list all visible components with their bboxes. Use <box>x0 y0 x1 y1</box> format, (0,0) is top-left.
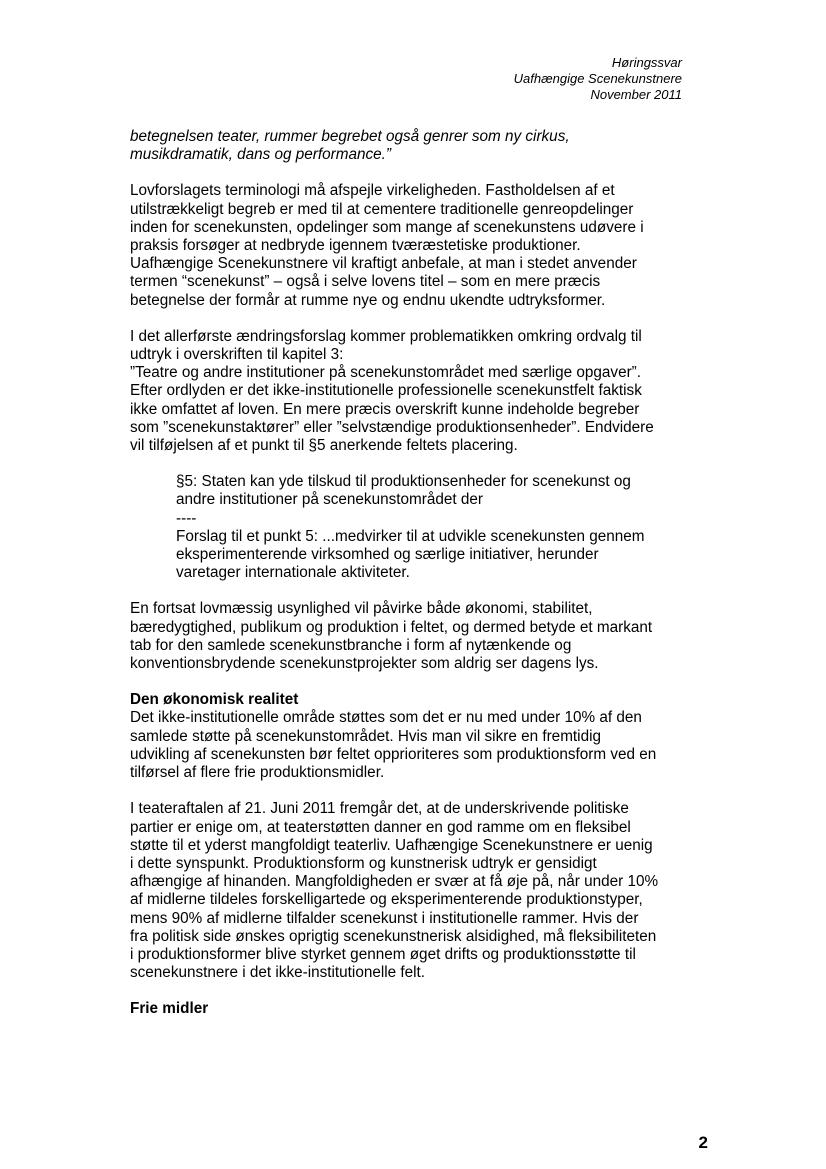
text-line: En fortsat lovmæssig usynlighed vil påvirke både økonomi, stabilitet, <box>130 600 593 618</box>
text-line: i dette synspunkt. Produktionsform og kunstnerisk udtryk er gensidigt <box>130 854 597 872</box>
text-line: udtryk i overskriften til kapitel 3: <box>130 346 344 364</box>
text-line: ”Teatre og andre institutioner på scenekunstområdet med særlige opgaver”. <box>130 364 642 382</box>
document-body <box>130 128 710 1019</box>
text-line: termen “scenekunst” – også i selve lovens titel – som en mere præcis <box>130 273 601 291</box>
section-heading-free-funds: Frie midler <box>130 1000 209 1018</box>
header-date: November 2011 <box>590 87 682 102</box>
text-line: utilstrækkeligt begreb er med til at cementere traditionelle genreopdelinger <box>130 200 634 218</box>
paragraph-theatre-agreement <box>130 800 710 982</box>
text-line: Det ikke-institutionelle område støttes som det er nu med under 10% af den <box>130 709 642 727</box>
text-line: mens 90% af midlerne tilfalder scenekunst i institutionelle rammer. Hvis der <box>130 909 639 927</box>
text-line: scenekunstnere i det ikke-institutionelle felt. <box>130 964 426 982</box>
section-heading-economic: Den økonomisk realitet <box>130 691 299 709</box>
separator-dashes: ---- <box>176 509 197 527</box>
text-line: varetager internationale aktiviteter. <box>176 564 410 582</box>
paragraph-invisibility <box>130 600 710 673</box>
text-line: ikke omfattet af loven. En mere præcis overskrift kunne indeholde begreber <box>130 400 640 418</box>
text-line: i produktionsformer blive styrket gennem øget drifts og produktionsstøtte til <box>130 945 636 963</box>
text-line: musikdramatik, dans og performance.” <box>130 146 392 164</box>
text-line: Lovforslagets terminologi må afspejle virkeligheden. Fastholdelsen af et <box>130 182 615 200</box>
text-line: tab for den samlede scenekunstbranche i form af nytænkende og <box>130 636 572 654</box>
page-number: 2 <box>698 1133 708 1152</box>
text-line: tilførsel af flere frie produktionsmidler. <box>130 764 385 782</box>
text-line: eksperimenterende virksomhed og særlige initiativer, herunder <box>176 546 599 564</box>
text-line: Forslag til et punkt 5: ...medvirker til at udvikle scenekunsten gennem <box>176 527 645 545</box>
text-line: udvikling af scenekunsten bør feltet opprioriteres som produktionsform ved en <box>130 745 657 763</box>
text-line: I teateraftalen af 21. Juni 2011 fremgår det, at de underskrivende politiske <box>130 800 629 818</box>
paragraph-amendment <box>130 328 710 455</box>
text-line: Efter ordlyden er det ikke-institutionelle professionelle scenekunstfelt faktisk <box>130 382 642 400</box>
text-line: støtte til et yderst mangfoldigt teaterliv. Uafhængige Scenekunstnere er uenig <box>130 836 653 854</box>
text-line: af midlerne tildeles forskelligartede og eksperimenterende produktionstyper, <box>130 891 643 909</box>
text-line: bæredygtighed, publikum og produktion i feltet, og dermed betyde et markant <box>130 618 653 636</box>
paragraph-terminology <box>130 182 710 309</box>
text-line: I det allerførste ændringsforslag kommer problematikken omkring ordvalg til <box>130 327 642 345</box>
quote-continuation <box>130 128 710 164</box>
page-header <box>514 55 682 103</box>
text-line: vil tilføjelsen af et punkt til §5 anerkende feltets placering. <box>130 437 518 455</box>
indented-proposal-block <box>130 473 710 582</box>
header-doc-type: Høringssvar <box>611 55 682 70</box>
paragraph-economic <box>130 709 710 782</box>
text-line: §5: Staten kan yde tilskud til produktionsenheder for scenekunst og <box>176 473 631 491</box>
text-line: afhængige af hinanden. Mangfoldigheden er svær at få øje på, når under 10% <box>130 873 659 891</box>
text-line: inden for scenekunsten, opdelinger som mange af scenekunstens udøvere i <box>130 218 644 236</box>
text-line: Uafhængige Scenekunstnere vil kraftigt anbefale, at man i stedet anvender <box>130 255 637 273</box>
text-line: partier er enige om, at teaterstøtten danner en god ramme om en fleksibel <box>130 818 631 836</box>
text-line: praksis forsøger at nedbryde igennem tværæstetiske produktioner. <box>130 237 581 255</box>
text-line: betegnelsen teater, rummer begrebet også genrer som ny cirkus, <box>130 128 570 145</box>
text-line: betegnelse der formår at rumme nye og endnu ukendte udtryksformer. <box>130 291 606 309</box>
text-line: samlede støtte på scenekunstområdet. Hvis man vil sikre en fremtidig <box>130 727 601 745</box>
text-line: andre institutioner på scenekunstområdet der <box>176 491 483 509</box>
header-organization: Uafhængige Scenekunstnere <box>513 71 682 86</box>
text-line: fra politisk side ønskes oprigtig scenekunstnerisk alsidighed, må fleksibiliteten <box>130 927 657 945</box>
text-line: konventionsbrydende scenekunstprojekter som aldrig ser dagens lys. <box>130 655 599 673</box>
text-line: som ”scenekunstaktører” eller ”selvstændige produktionsenheder”. Endvidere <box>130 418 654 436</box>
